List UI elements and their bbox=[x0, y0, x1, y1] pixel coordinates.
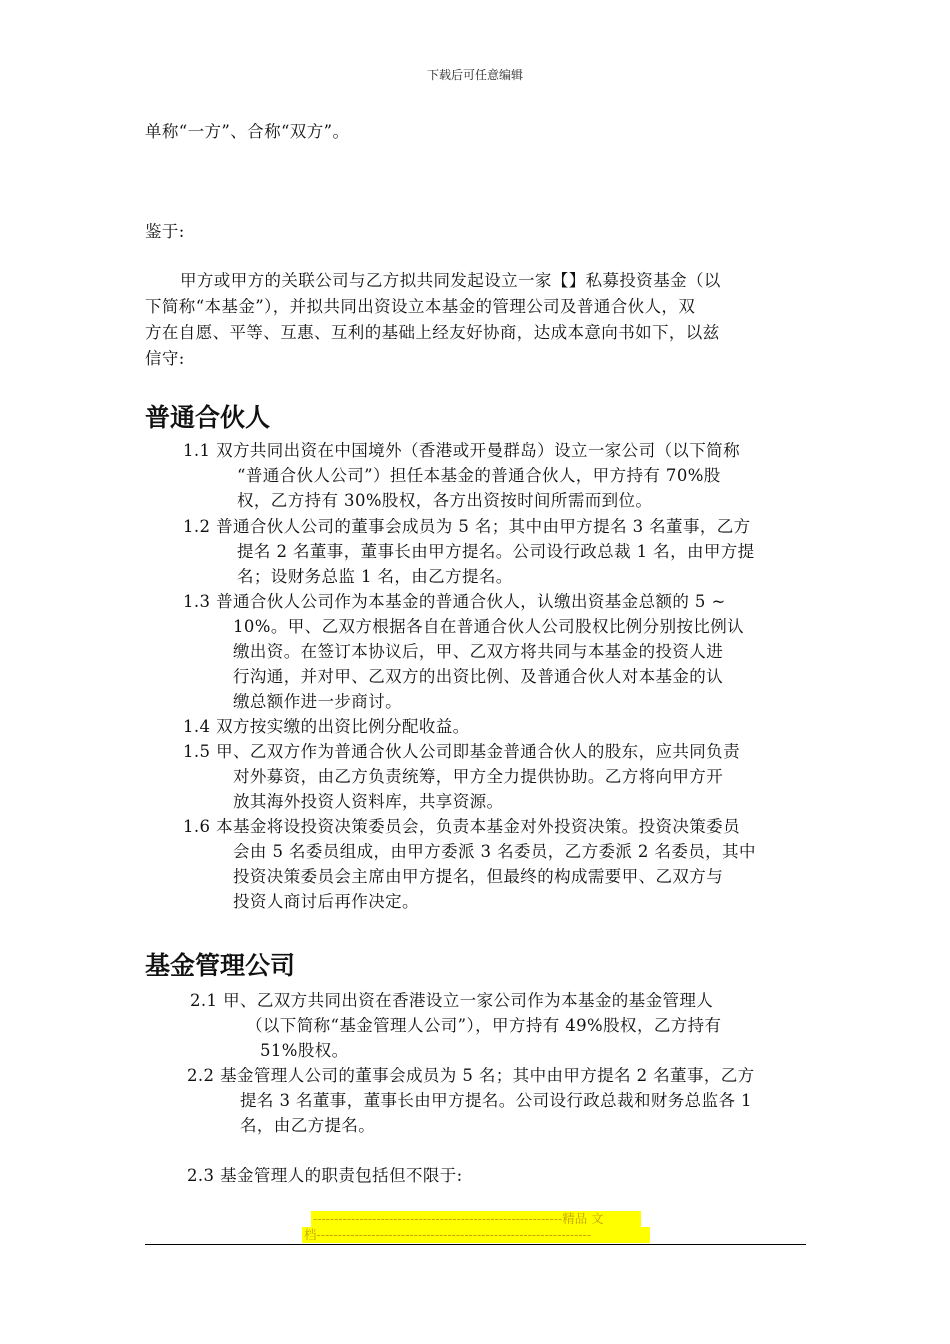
clause-line: 放其海外投资人资料库，共享资源。 bbox=[233, 792, 504, 811]
clause-line: 1.4 双方按实缴的出资比例分配收益。 bbox=[183, 717, 470, 736]
footer-watermark-line: 档----------------------------------------------------------------- bbox=[302, 1227, 650, 1243]
section-heading-general-partner: 普通合伙人 bbox=[145, 403, 271, 432]
clause-line: 1.6 本基金将设投资决策委员会，负责本基金对外投资决策。投资决策委员 bbox=[183, 817, 740, 836]
clause-line: 投资决策委员会主席由甲方提名，但最终的构成需要甲、乙双方与 bbox=[233, 867, 724, 886]
clause-item bbox=[187, 1063, 755, 1138]
clause-item bbox=[183, 438, 740, 513]
clause-line: 行沟通，并对甲、乙双方的出资比例、及普通合伙人对本基金的认 bbox=[233, 667, 724, 686]
whereas-label: 鉴于: bbox=[145, 222, 185, 241]
footer-watermark-line: -----------------------------------------------------------精品 文 bbox=[311, 1211, 641, 1227]
clause-line: 1.2 普通合伙人公司的董事会成员为 5 名；其中由甲方提名 3 名董事，乙方 bbox=[183, 517, 751, 536]
clause-line: 会由 5 名委员组成，由甲方委派 3 名委员，乙方委派 2 名委员，其中 bbox=[233, 842, 756, 861]
clause-item bbox=[183, 589, 744, 714]
clause-item bbox=[183, 514, 755, 589]
clause-line: 投资人商讨后再作决定。 bbox=[233, 892, 419, 911]
clause-line: 51%股权。 bbox=[260, 1041, 349, 1060]
clause-line: 提名 3 名董事，董事长由甲方提名。公司设行政总裁和财务总监各 1 bbox=[240, 1091, 752, 1110]
clause-item bbox=[187, 1163, 463, 1188]
whereas-line: 信守: bbox=[145, 349, 185, 368]
page-header: 下载后可任意编辑 bbox=[426, 68, 523, 82]
section-heading-fund-manager: 基金管理公司 bbox=[145, 951, 296, 980]
clause-line: 对外募资，由乙方负责统筹，甲方全力提供协助。乙方将向甲方开 bbox=[233, 767, 724, 786]
clause-line: 1.1 双方共同出资在中国境外（香港或开曼群岛）设立一家公司（以下简称 bbox=[183, 441, 740, 460]
footer-rule bbox=[145, 1244, 806, 1245]
clause-line: （以下简称“基金管理人公司”），甲方持有 49%股权，乙方持有 bbox=[246, 1016, 722, 1035]
clause-line: “普通合伙人公司”）担任本基金的普通合伙人，甲方持有 70%股 bbox=[237, 466, 721, 485]
clause-line: 名，由乙方提名。 bbox=[240, 1116, 376, 1135]
clause-line: 名；设财务总监 1 名，由乙方提名。 bbox=[237, 567, 513, 586]
clause-line: 2.3 基金管理人的职责包括但不限于: bbox=[187, 1166, 463, 1185]
clause-item bbox=[183, 714, 470, 739]
intro-line: 单称“一方”、合称“双方”。 bbox=[145, 122, 350, 141]
clause-line: 2.1 甲、乙双方共同出资在香港设立一家公司作为本基金的基金管理人 bbox=[190, 991, 714, 1010]
clause-line: 1.5 甲、乙双方作为普通合伙人公司即基金普通合伙人的股东，应共同负责 bbox=[183, 742, 740, 761]
clause-line: 提名 2 名董事，董事长由甲方提名。公司设行政总裁 1 名，由甲方提 bbox=[237, 542, 755, 561]
whereas-line: 方在自愿、平等、互惠、互利的基础上经友好协商，达成本意向书如下，以兹 bbox=[145, 323, 720, 342]
clause-line: 2.2 基金管理人公司的董事会成员为 5 名；其中由甲方提名 2 名董事，乙方 bbox=[187, 1066, 755, 1085]
clause-item bbox=[190, 988, 721, 1063]
clause-line: 权，乙方持有 30%股权，各方出资按时间所需而到位。 bbox=[237, 491, 653, 510]
whereas-line: 下简称“本基金”），并拟共同出资设立本基金的管理公司及普通合伙人，双 bbox=[145, 297, 696, 316]
clause-line: 1.3 普通合伙人公司作为本基金的普通合伙人，认缴出资基金总额的 5 ~ bbox=[183, 592, 726, 611]
clause-item bbox=[183, 739, 740, 814]
clause-line: 缴总额作进一步商讨。 bbox=[233, 692, 402, 711]
clause-line: 10%。甲、乙双方根据各自在普通合伙人公司股权比例分别按比例认 bbox=[233, 617, 745, 636]
clause-item bbox=[183, 814, 756, 914]
clause-line: 缴出资。在签订本协议后，甲、乙双方将共同与本基金的投资人进 bbox=[233, 642, 724, 661]
whereas-line: 甲方或甲方的关联公司与乙方拟共同发起设立一家【】私募投资基金（以 bbox=[180, 271, 721, 290]
